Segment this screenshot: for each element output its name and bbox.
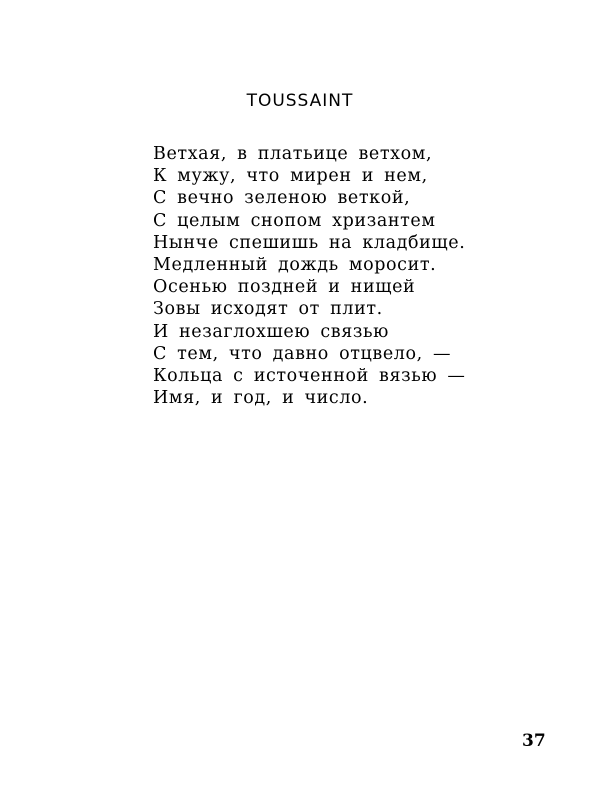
poem-line: Имя, и год, и число. <box>153 388 369 409</box>
poem-line: С тем, что давно отцвело, — <box>153 343 452 364</box>
poem-line: Кольца с источенной вязью — <box>153 366 466 387</box>
poem-line: Зовы исходят от плит. <box>153 299 383 320</box>
page-number: 37 <box>522 731 546 751</box>
poem-stanza <box>153 143 466 409</box>
poem-line: С целым снопом хризантем <box>153 210 436 231</box>
poem-line: Осенью поздней и нищей <box>153 277 416 298</box>
poem-title: TOUSSAINT <box>246 91 354 111</box>
poem-line: И незаглохшею связью <box>153 321 389 342</box>
poem-line: С вечно зеленою веткой, <box>153 188 411 209</box>
poem-line: Ветхая, в платьице ветхом, <box>153 144 433 164</box>
poem-line: Нынче спешишь на кладбище. <box>153 232 466 253</box>
poem-line: Медленный дождь моросит. <box>153 255 437 276</box>
poem-line: К мужу, что мирен и нем, <box>153 166 428 187</box>
